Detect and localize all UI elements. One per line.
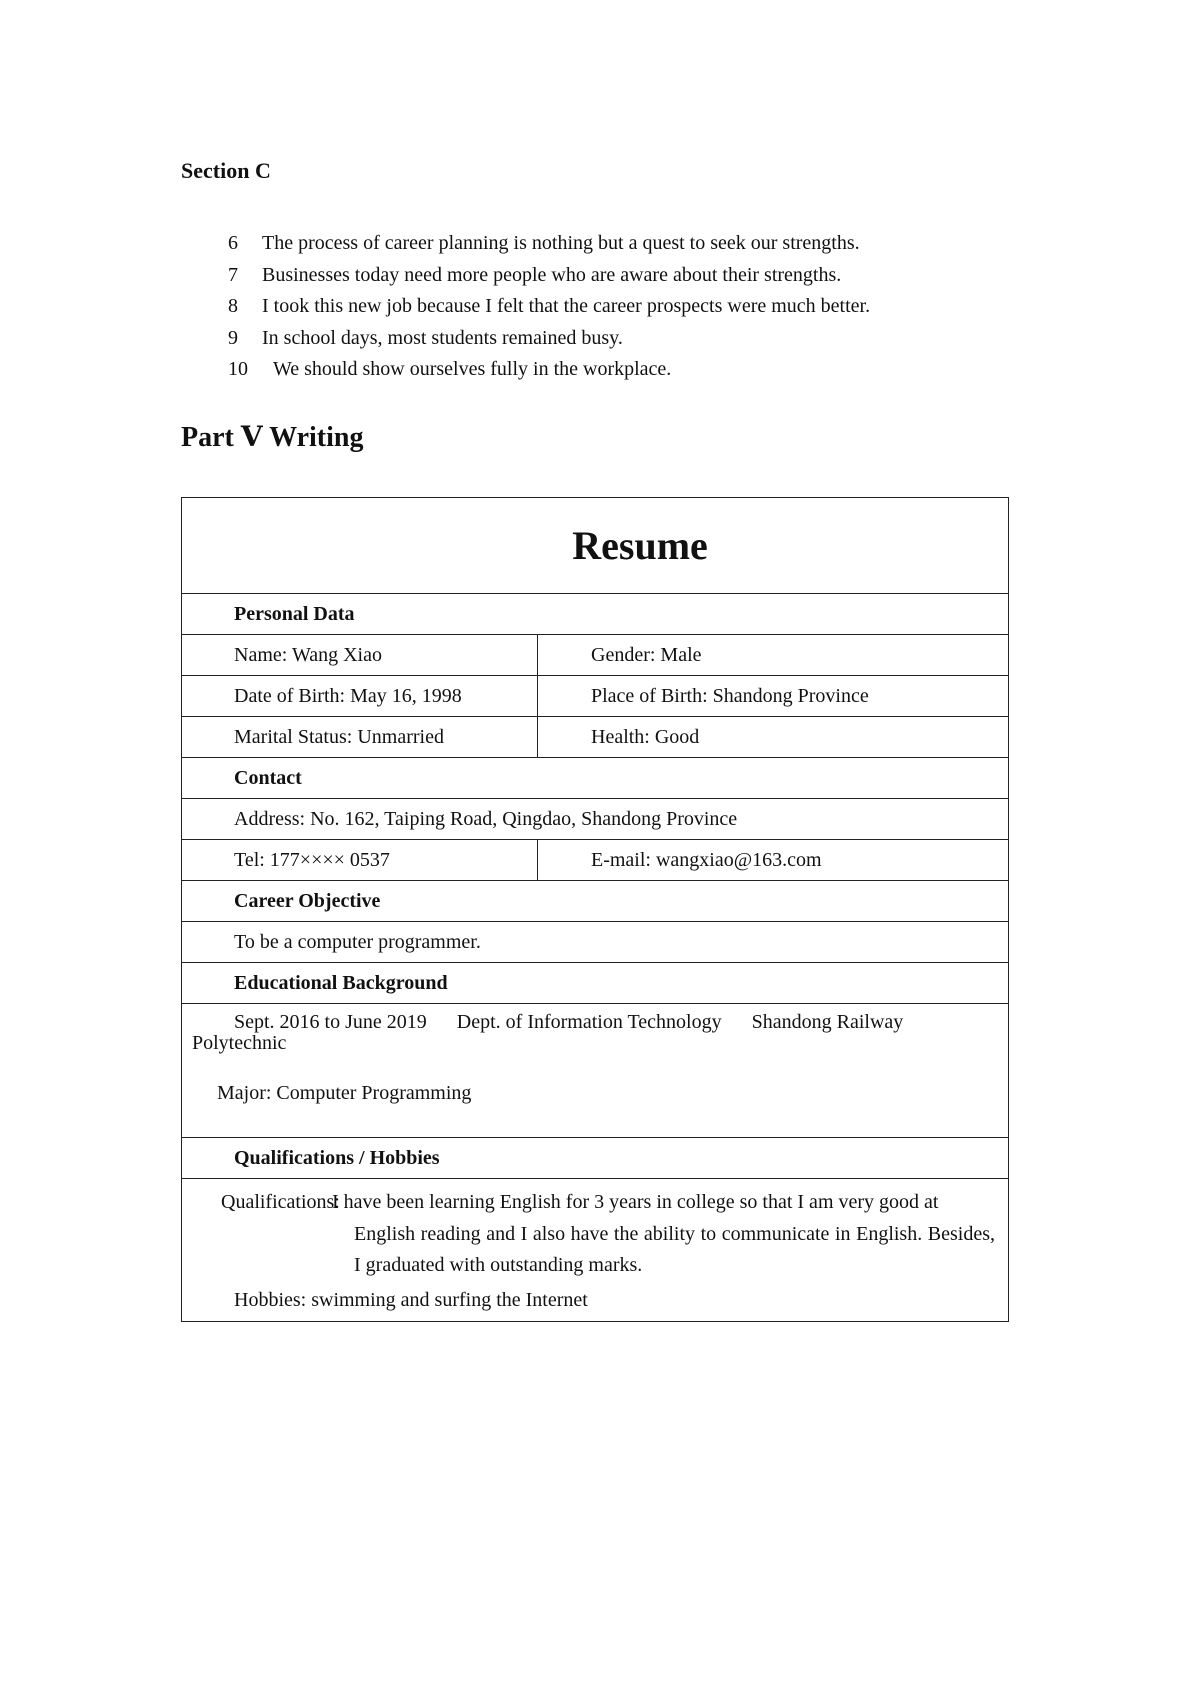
- education-major: Major: Computer Programming: [217, 1082, 472, 1104]
- name-cell: Name: Wang Xiao: [182, 635, 538, 675]
- career-objective-text: To be a computer programmer.: [234, 930, 481, 953]
- qualifications-text-rest: English reading and I also have the ability to communicate in English. Besides, I graduated with outstanding marks.: [354, 1222, 995, 1276]
- education-block: [182, 1003, 1008, 1137]
- item-number: 7: [228, 263, 238, 286]
- education-header-row: [182, 962, 1008, 1003]
- education-line: [192, 1012, 998, 1054]
- dob-cell: Date of Birth: May 16, 1998: [182, 676, 538, 716]
- list-item: [228, 323, 870, 355]
- resume-title-row: [182, 498, 1008, 593]
- answer-list: [228, 228, 870, 386]
- list-item: [228, 354, 870, 386]
- marital-cell: Marital Status: Unmarried: [182, 717, 538, 757]
- email-cell: E-mail: wangxiao@163.com: [591, 848, 822, 871]
- table-row: [182, 634, 1008, 675]
- item-number: 8: [228, 295, 238, 317]
- education-dates: Sept. 2016 to June 2019: [234, 1011, 427, 1033]
- list-item: [228, 291, 870, 323]
- list-item: [228, 260, 870, 292]
- tel-cell: Tel: 177×××× 0537: [182, 840, 538, 880]
- item-text: In school days, most students remained busy.: [262, 326, 623, 349]
- table-row: [182, 716, 1008, 757]
- qualifications-header-row: [182, 1137, 1008, 1178]
- career-objective-heading: Career Objective: [234, 889, 381, 912]
- education-heading: Educational Background: [234, 971, 448, 994]
- personal-data-header-row: [182, 593, 1008, 634]
- list-item: [228, 228, 870, 260]
- education-dept: Dept. of Information Technology: [456, 1011, 722, 1033]
- gender-cell: Gender: Male: [591, 643, 702, 666]
- table-row: [182, 921, 1008, 962]
- qualifications-block: [182, 1178, 1008, 1321]
- item-text: Businesses today need more people who are aware about their strengths.: [262, 263, 842, 286]
- qualifications-heading: Qualifications / Hobbies: [234, 1146, 440, 1169]
- item-number: 6: [228, 232, 238, 254]
- resume-title: Resume: [572, 523, 708, 568]
- item-text: We should show ourselves fully in the workplace.: [273, 358, 672, 380]
- education-school: Shandong Railway Polytechnic: [192, 1011, 904, 1054]
- career-objective-header-row: [182, 880, 1008, 921]
- hobbies-text: Hobbies: swimming and surfing the Internet: [234, 1289, 588, 1311]
- qualifications-text-line1: I have been learning English for 3 years in college so that I am very good at: [332, 1191, 939, 1213]
- part-v-heading: Part Ⅴ Writing: [181, 422, 364, 453]
- contact-header-row: [182, 757, 1008, 798]
- item-text: I took this new job because I felt that the career prospects were much better.: [262, 295, 871, 317]
- pob-cell: Place of Birth: Shandong Province: [591, 684, 869, 707]
- section-c-heading: Section C: [181, 158, 271, 183]
- item-number: 9: [228, 326, 238, 349]
- table-row: [182, 839, 1008, 880]
- qualifications-label: Qualifications:: [221, 1191, 340, 1213]
- item-number: 10: [228, 358, 248, 380]
- address-cell: Address: No. 162, Taiping Road, Qingdao, Shandong Province: [234, 807, 738, 830]
- personal-data-heading: Personal Data: [234, 602, 355, 625]
- table-row: [182, 675, 1008, 716]
- qualifications-text: [332, 1187, 995, 1282]
- resume-table: [181, 497, 1009, 1322]
- table-row: [182, 798, 1008, 839]
- contact-heading: Contact: [234, 766, 302, 789]
- health-cell: Health: Good: [591, 725, 700, 748]
- item-text: The process of career planning is nothing but a quest to seek our strengths.: [262, 232, 860, 254]
